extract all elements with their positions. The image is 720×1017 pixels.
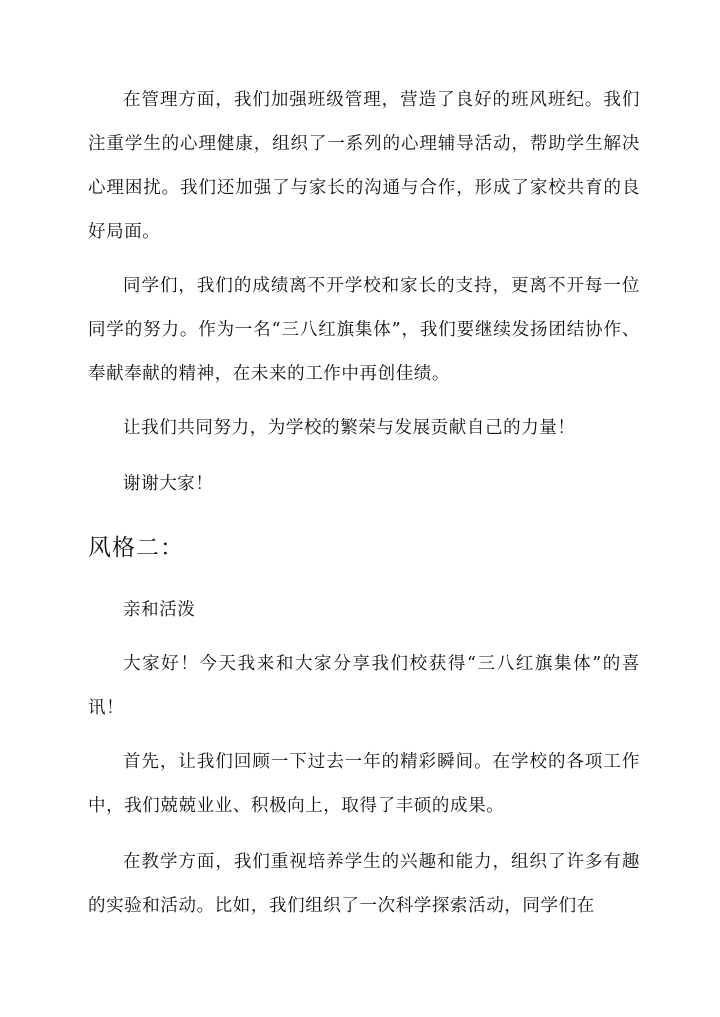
section-heading-style-two: 风格二： bbox=[88, 535, 184, 561]
paragraph-greeting: 大家好！今天我来和大家分享我们校获得“三八红旗集体”的喜讯！ bbox=[88, 654, 640, 718]
paragraph-management: 在管理方面，我们加强班级管理，营造了良好的班风班纪。我们注重学生的心理健康，组织了一系列的心理辅导活动，帮助学生解决心理困扰。我们还加强了与家长的沟通与合作，形成了家校共育的良好局面。 bbox=[88, 90, 640, 242]
paragraph-call-to-action: 让我们共同努力，为学校的繁荣与发展贡献自己的力量！ bbox=[123, 418, 576, 438]
paragraph-teaching: 在教学方面，我们重视培养学生的兴趣和能力，组织了许多有趣的实验和活动。比如，我们组织了一次科学探索活动，同学们在 bbox=[88, 852, 640, 916]
paragraph-style-label: 亲和活泼 bbox=[123, 600, 196, 620]
paragraph-review: 首先，让我们回顾一下过去一年的精彩瞬间。在学校的各项工作中，我们兢兢业业、积极向上，取得了丰硕的成果。 bbox=[88, 752, 640, 816]
paragraph-thanks: 谢谢大家！ bbox=[123, 474, 214, 494]
paragraph-achievements: 同学们，我们的成绩离不开学校和家长的支持，更离不开每一位同学的努力。作为一名“三八红旗集体”，我们要继续发扬团结协作、奉献奉献的精神，在未来的工作中再创佳绩。 bbox=[88, 276, 640, 384]
